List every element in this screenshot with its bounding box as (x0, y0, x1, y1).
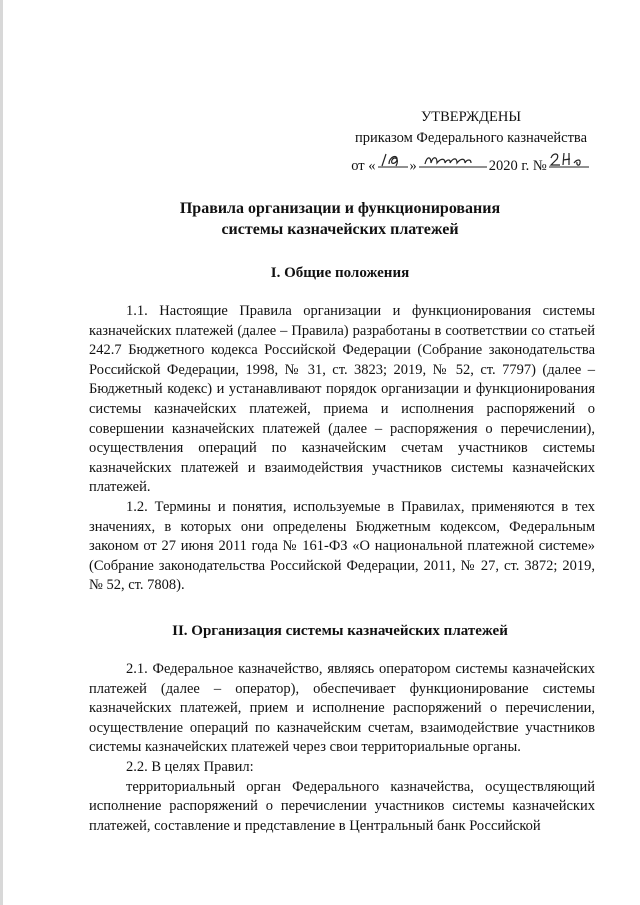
section-2-heading: II. Организация системы казначейских платежей (172, 623, 508, 639)
page-edge-shadow (0, 0, 3, 905)
approval-order-text: приказом Федерального казначейства (354, 130, 588, 146)
title-line-1: Правила организации и функционирования (179, 200, 501, 217)
approval-block (340, 108, 602, 174)
date-mid: » (409, 158, 417, 174)
handwritten-day-strokes (376, 150, 410, 170)
document-title (0, 198, 640, 240)
handwritten-number (547, 150, 591, 177)
handwritten-number-strokes (547, 150, 591, 170)
paragraph-2-1: 2.1. Федеральное казначейство, являясь оператором системы казначейских платежей (далее – оператор), обеспечивает функционирование системы казначейских платежей, прием и исполнение распоряжений о перечислении, осуществление операций по казначейским счетам, взаимодействие участников системы казначейских платежей через свои территориальные органы. (89, 661, 595, 756)
date-year: 2020 г. № (488, 158, 547, 174)
paragraph-1-2: 1.2. Термины и понятия, используемые в Правилах, применяются в тех значениях, в которых они определены Бюджетным кодексом, Федеральным законом от 27 июня 2011 года № 161-ФЗ «О национальной платежной системе» (Собрание законодательства Российской Федерации, 2011, № 27, ст. 3872; 2019, № 52, ст. 7808). (89, 498, 595, 594)
handwritten-month-strokes (417, 150, 489, 170)
approval-date-line (340, 150, 602, 174)
paragraph-2-2-detail: территориальный орган Федерального казначейства, осуществляющий исполнение распоряжений о перечислении участников системы казначейских платежей, составление и представление в Центральный банк Российской (89, 778, 595, 834)
handwritten-month (417, 150, 489, 177)
section-1-body (89, 302, 595, 596)
paragraph-1-1: 1.1. Настоящие Правила организации и функционирования системы казначейских платежей (далее – Правила) разработаны в соответствии со статьей 242.7 Бюджетного кодекса Российской Федерации (Собрание законодательства Российской Федерации, 1998, № 31, ст. 3823; 2019, № 52, ст. 7797) (далее – Бюджетный кодекс) и устанавливают порядок организации и функционирования системы казначейских платежей, приема и исполнения распоряжений о совершении казначейских платежей (далее – распоряжения о перечислении), осуществления операций по казначейским счетам участников системы казначейских платежей и взаимодействия участников системы казначейских платежей. (89, 303, 595, 496)
approval-status: УТВЕРЖДЕНЫ (420, 109, 522, 125)
title-line-2: системы казначейских платежей (221, 221, 459, 238)
date-prefix: от « (351, 158, 376, 174)
paragraph-2-2: 2.2. В целях Правил: (126, 758, 254, 775)
section-2-body (89, 660, 595, 836)
section-1-heading: I. Общие положения (270, 265, 410, 281)
handwritten-day (376, 150, 410, 177)
